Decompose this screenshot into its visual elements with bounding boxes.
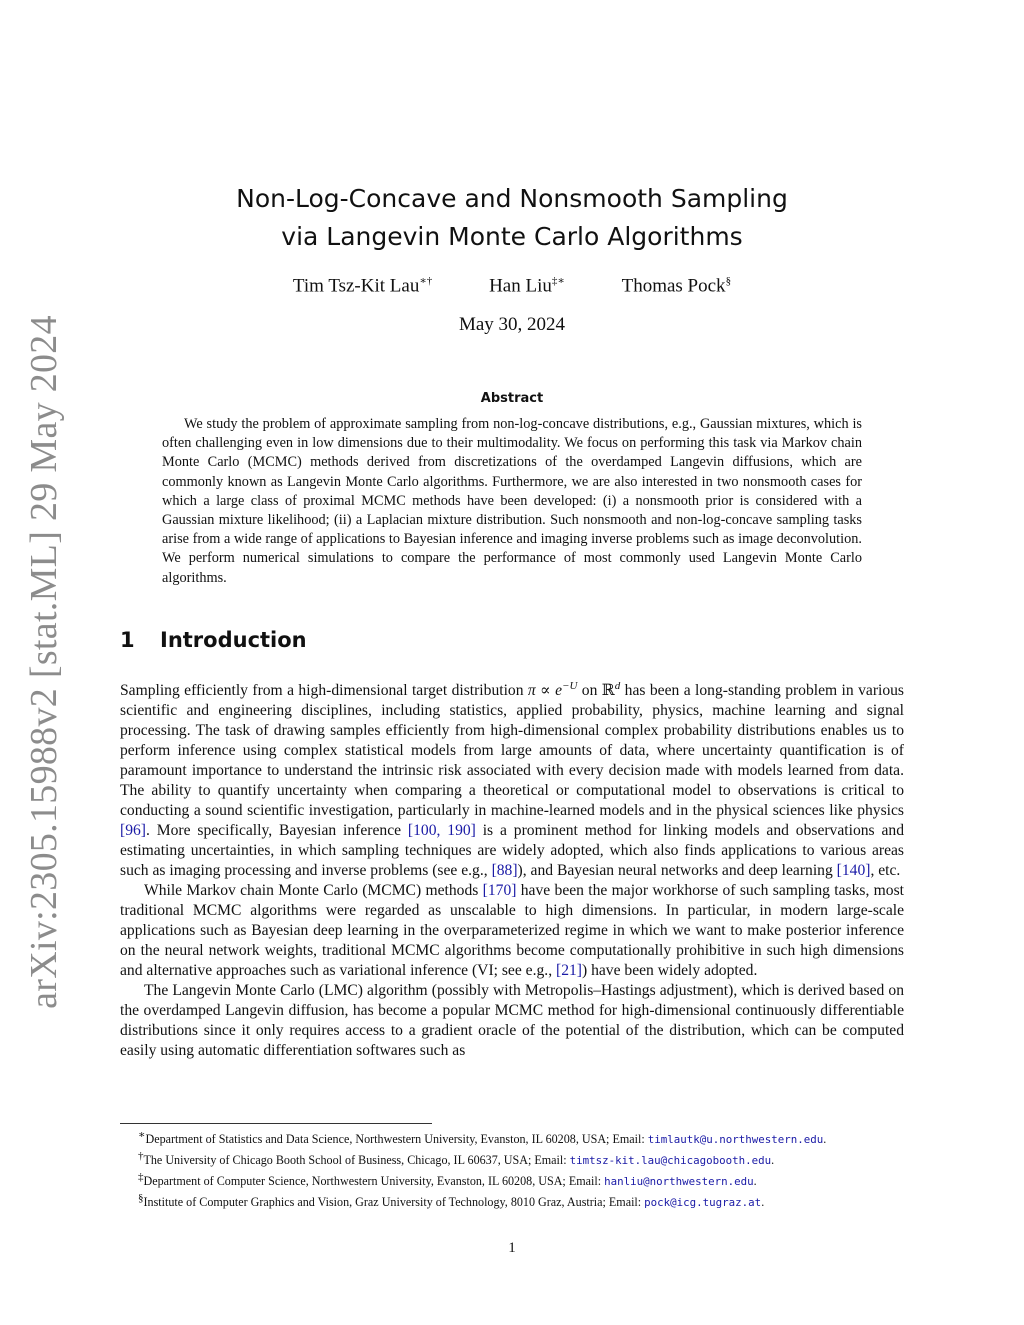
footnote-end: . <box>753 1174 757 1189</box>
citation-link[interactable]: [88] <box>491 862 518 880</box>
email-link[interactable]: timlautk@u.northwestern.edu <box>647 1133 824 1147</box>
footnote-3 <box>120 1169 904 1190</box>
paragraph-2 <box>120 881 904 981</box>
author-1 <box>293 274 432 297</box>
footnote-text: Department of Computer Science, Northwestern University, Evanston, IL 60208, USA; Email: <box>143 1174 605 1189</box>
author-3 <box>622 275 731 297</box>
footnote-1 <box>120 1127 904 1148</box>
author-name: Han Liu <box>489 275 552 297</box>
citation-link[interactable]: [140] <box>836 862 871 880</box>
math-pi-proportional <box>528 682 577 699</box>
footnotes <box>120 1127 904 1211</box>
paper-date: May 30, 2024 <box>458 314 566 335</box>
footnote-end: . <box>761 1195 765 1210</box>
text-run: , etc. <box>870 862 901 880</box>
citation-link[interactable]: [21] <box>556 962 582 980</box>
author-name: Thomas Pock <box>621 275 726 297</box>
author-2 <box>489 274 565 297</box>
footnote-end: . <box>823 1132 827 1147</box>
title-line-2: via Langevin Monte Carlo Algorithms <box>281 222 743 251</box>
footnote-4 <box>120 1190 904 1211</box>
email-link[interactable]: hanliu@northwestern.edu <box>604 1175 754 1189</box>
body-text <box>120 676 904 1061</box>
math-superscript: −U <box>562 680 578 692</box>
footnote-mark: § <box>138 1192 144 1205</box>
footnote-mark: † <box>138 1150 144 1163</box>
section-heading <box>120 628 307 652</box>
footnote-mark: ∗ <box>138 1129 146 1141</box>
section-number: 1 <box>120 628 135 652</box>
abstract-heading: Abstract <box>480 391 544 406</box>
paragraph-3: The Langevin Monte Carlo (LMC) algorithm (possibly with Metropolis–Hastings adjustment), which is derived based on the overdamped Langevin diffusion, has become a popular MCMC method for high-dimensional continuously differentiable distributions since it only requires access to a gradient oracle of the potential of the distribution, which can be computed easily using automatic differentiation softwares such as <box>120 982 904 1060</box>
section-title: Introduction <box>160 628 307 652</box>
footnote-divider <box>120 1123 432 1124</box>
text-run: Sampling efficiently from a high-dimensional target distribution <box>120 682 528 700</box>
author-name: Tim Tsz-Kit Lau <box>292 275 420 297</box>
footnote-mark: ‡ <box>138 1171 144 1184</box>
page-number: 1 <box>508 1240 516 1256</box>
text-run: on <box>577 682 602 700</box>
author-marks: ∗† <box>419 275 433 287</box>
text-run: is a prominent method for linking models and observations and estimating uncertainties, in which sampling techniques are widely adopted, which also finds applications to various areas such as imaging processing and inverse problems (see e.g., <box>120 822 904 880</box>
author-list <box>0 274 1024 297</box>
citation-link[interactable]: [100, 190] <box>407 822 476 840</box>
title-line-1: Non-Log-Concave and Nonsmooth Sampling <box>236 184 788 213</box>
paragraph-1 <box>120 676 904 881</box>
text-run: have been the major workhorse of such sampling tasks, most traditional MCMC algorithms were regarded as unscalable to high dimensions. In particular, in modern large-scale applications such as Bayesian deep learning in the overparameterized regime in which we want to make posterior inference on the neural network weights, traditional MCMC algorithms become computationally prohibitive in such high dimensions and alternative approaches such as variational inference (VI; see e.g., <box>120 882 904 980</box>
footnote-text: Department of Statistics and Data Science, Northwestern University, Evanston, IL 60208, USA; Email: <box>145 1132 648 1147</box>
footnote-text: The University of Chicago Booth School of Business, Chicago, IL 60637, USA; Email: <box>143 1153 570 1168</box>
text-run: ) have been widely adopted. <box>581 962 758 980</box>
text-run: has been a long-standing problem in various scientific and engineering disciplines, including statistics, applied probability, physics, machine learning and signal processing. The task of drawing samples efficiently from high-dimensional complex probability distributions enables us to perform inference using complex statistical models from large amounts of data, where uncertainty quantification is of paramount importance to understand the intrinsic risk associated with every decision made with models learned from data. The ability to quantify uncertainty when comparing a theoretical or computational model to observations is critical to conducting a sound scientific investigation, particularly in machine-learned models and in the physical sciences like physics <box>120 682 905 820</box>
citation-link[interactable]: [170] <box>482 882 517 900</box>
email-link[interactable]: timtsz-kit.lau@chicagobooth.edu <box>569 1154 772 1168</box>
math-run: π ∝ e <box>527 682 563 700</box>
footnote-2 <box>120 1148 904 1169</box>
math-superscript: d <box>614 680 621 692</box>
author-marks: ‡∗ <box>551 275 565 287</box>
citation-link[interactable]: [96] <box>120 822 146 840</box>
arxiv-stamp: arXiv:2305.15988v2 [stat.ML] 29 May 2024 <box>23 315 65 1009</box>
text-run: . More specifically, Bayesian inference <box>145 822 408 840</box>
footnote-text: Institute of Computer Graphics and Vision, Graz University of Technology, 8010 Graz, Austria; Email: <box>143 1195 645 1210</box>
email-link[interactable]: pock@icg.tugraz.at <box>644 1196 762 1210</box>
author-marks: § <box>725 275 732 287</box>
paper-title <box>0 180 1024 256</box>
math-run: ℝ <box>601 682 615 700</box>
text-run: ), and Bayesian neural networks and deep learning <box>517 862 837 880</box>
footnote-end: . <box>771 1153 775 1168</box>
math-real-space <box>602 682 620 699</box>
abstract-text: We study the problem of approximate sampling from non-log-concave distributions, e.g., Gaussian mixtures, which is often challenging even in low dimensions due to their multimodality. We focus on performing this task via Markov chain Monte Carlo (MCMC) methods derived from discretizations of the overdamped Langevin diffusions, which are commonly known as Langevin Monte Carlo algorithms. Furthermore, we are also interested in two nonsmooth cases for which a large class of proximal MCMC methods have been developed: (i) a nonsmooth prior is considered with a Gaussian mixture likelihood; (ii) a Laplacian mixture distribution. Such nonsmooth and non-log-concave sampling tasks arise from a wide range of applications to Bayesian inference and imaging inverse problems such as image deconvolution. We perform numerical simulations to compare the performance of most commonly used Langevin Monte Carlo algorithms. <box>162 416 862 586</box>
text-run: While Markov chain Monte Carlo (MCMC) methods <box>144 882 483 900</box>
